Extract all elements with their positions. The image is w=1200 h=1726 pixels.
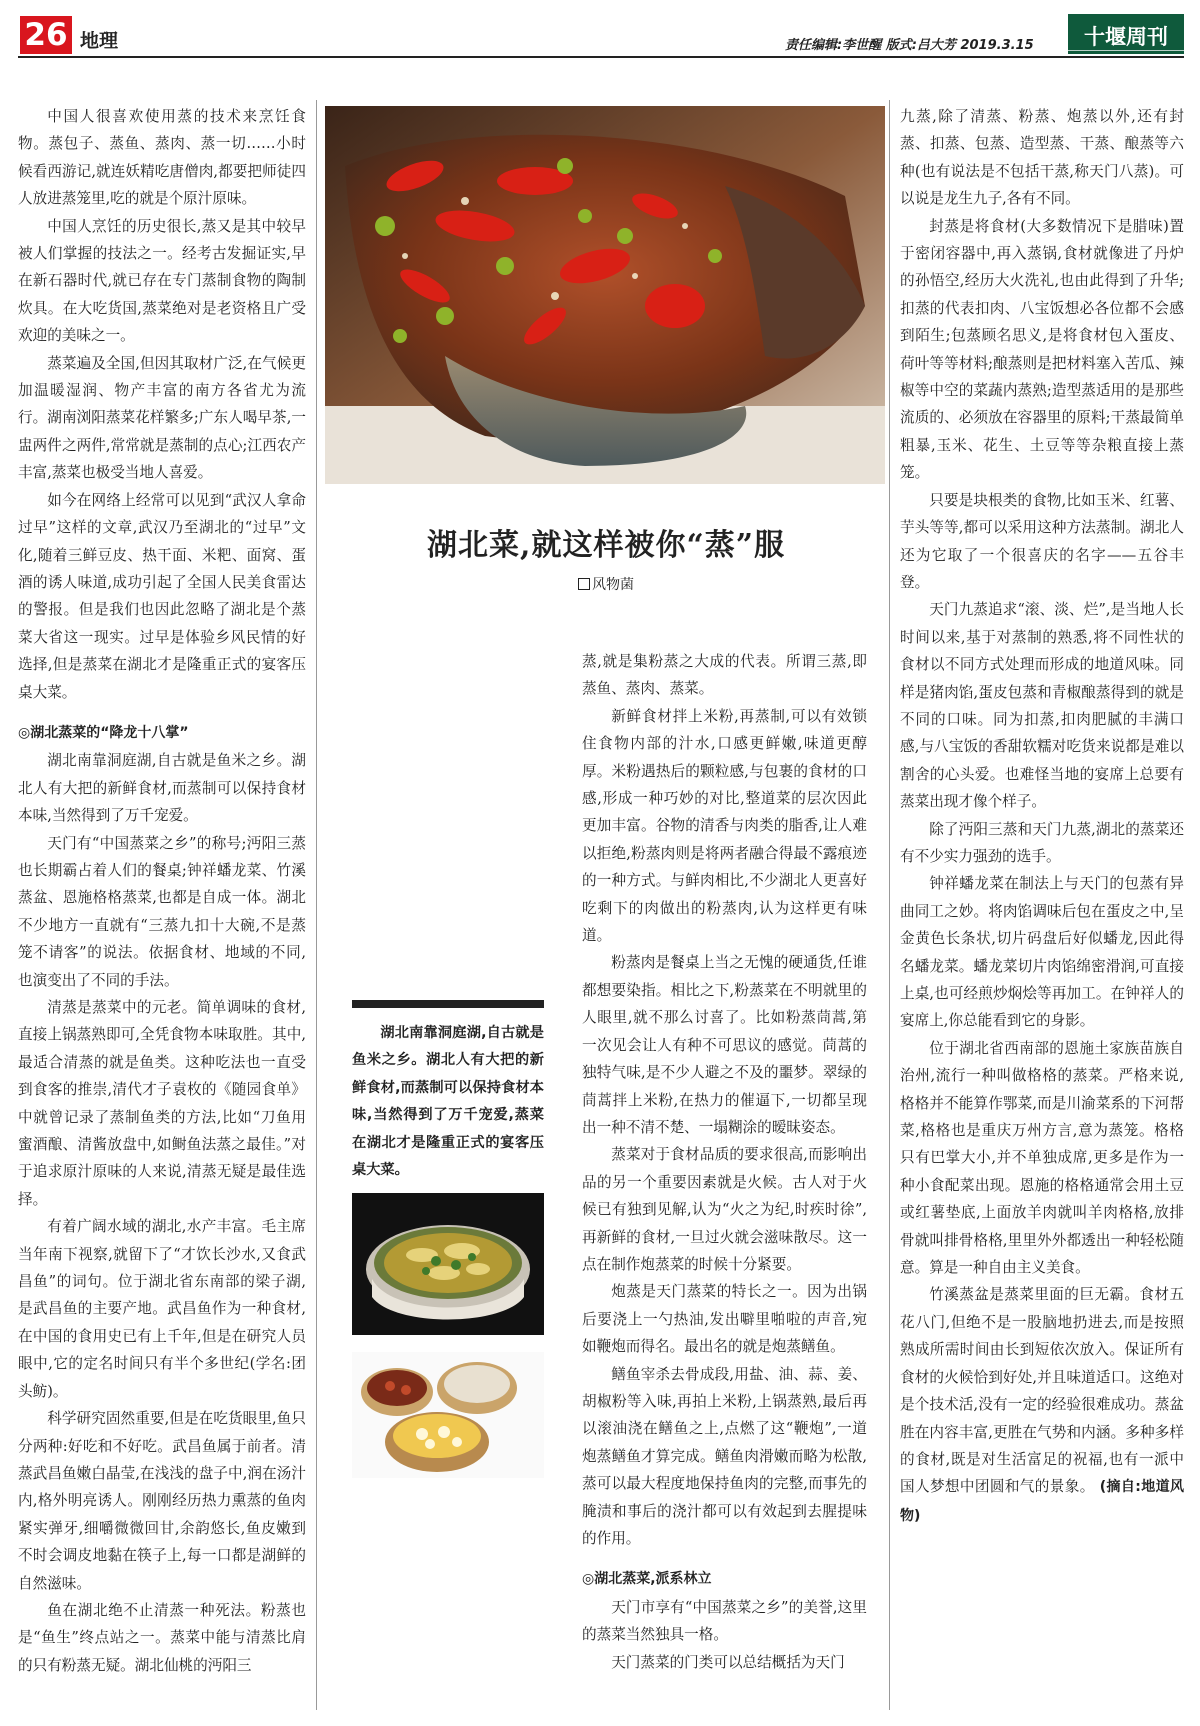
column-rule: [889, 100, 890, 1710]
paragraph: [900, 1281, 1184, 1530]
dim-sum-photo: [352, 1352, 544, 1478]
page-header: [18, 14, 1184, 58]
section-subhead: ◎湖北蒸菜,派系林立: [582, 1571, 712, 1588]
paragraph: 钟祥蟠龙菜在制法上与天门的包蒸有异曲同工之妙。将肉馅调味后包在蛋皮之中,呈金黄色长条状,切片码盘后好似蟠龙,因此得名蟠龙菜。蟠龙菜切片肉馅绵密滑润,可直接上桌,也可经煎炒焖烩等再加工。在钟祥人的宴席上,你总能看到它的身影。: [900, 875, 1184, 1030]
steamed-pot-photo: [352, 1193, 544, 1335]
paragraph: 蒸,就是集粉蒸之大成的代表。所谓三蒸,即蒸鱼、蒸肉、蒸菜。: [582, 653, 867, 698]
pull-quote: 湖北南靠洞庭湖,自古就是鱼米之乡。湖北人有大把的新鲜食材,而蒸制可以保持食材本味,当然得到了万千宠爱,蒸菜在湖北才是隆重正式的宴客压桌大菜。: [352, 1000, 544, 1184]
paragraph: 除了沔阳三蒸和天门九蒸,湖北的蒸菜还有不少实力强劲的选手。: [900, 820, 1184, 865]
paragraph: 天门市享有“中国蒸菜之乡”的美誉,这里的蒸菜当然独具一格。: [582, 1598, 867, 1644]
paragraph: 清蒸是蒸菜中的元老。简单调味的食材,直接上锅蒸熟即可,全凭食物本味取胜。其中,最适合清蒸的就是鱼类。这种吃法也一直受到食客的推崇,清代才子袁枚的《随园食单》中就曾记录了蒸制鱼类的方法,比如“刀鱼用蜜酒酿、清酱放盘中,如鲥鱼法蒸之最佳。”对于追求原汁原味的人来说,清蒸无疑是最佳选择。: [18, 999, 306, 1208]
paragraph: 天门九蒸追求“滚、淡、烂”,是当地人长时间以来,基于对蒸制的熟悉,将不同性状的食材以不同方式处理而形成的地道风味。同样是猪肉馅,蛋皮包蒸和青椒酿蒸得到的就是不同的口味。同为扣蒸,扣肉肥腻的丰满口感,与八宝饭的香甜软糯对吃货来说都是难以割舍的心头爱。也难怪当地的宴席上总要有蒸菜出现才像个样子。: [900, 601, 1184, 811]
paragraph: 封蒸是将食材(大多数情况下是腊味)置于密闭容器中,再入蒸锅,食材就像进了丹炉的孙悟空,经历大火洗礼,也由此得到了升华;扣蒸的代表扣肉、八宝饭想必各位都不会感到陌生;包蒸顾名思义,是将食材包入蛋皮、荷叶等等材料;酿蒸则是把材料塞入苦瓜、辣椒等中空的菜蔬内蒸熟;造型蒸适用的是那些流质的、必须放在容器里的原料;干蒸最简单粗暴,玉米、花生、土豆等等杂粮直接上蒸笼。: [900, 217, 1184, 482]
paragraph: 蒸菜遍及全国,但因其取材广泛,在气候更加温暖湿润、物产丰富的南方各省尤为流行。湖南浏阳蒸菜花样繁多;广东人喝早茶,一盅两件之两件,常常就是蒸制的点心;江西农产丰富,蒸菜也极受当地人喜爱。: [18, 354, 306, 482]
paragraph: 有着广阔水域的湖北,水产丰富。毛主席当年南下视察,就留下了“才饮长沙水,又食武昌鱼”的词句。位于湖北省东南部的梁子湖,是武昌鱼的主要产地。武昌鱼作为一种食材,在中国的食用史已有上千年,但是在研究人员眼中,它的定名时间只有半个多世纪(学名:团头鲂)。: [18, 1218, 306, 1400]
article-column-1: [18, 103, 306, 1679]
page-number: 26: [20, 16, 72, 54]
paragraph: 蒸菜对于食材品质的要求很高,而影响出品的另一个重要因素就是火候。古人对于火候已有独到见解,认为“火之为纪,时疾时徐”,再新鲜的食材,一旦过火就会滋味散尽。这一点在制作炮蒸菜的时候十分紧要。: [582, 1146, 867, 1273]
paragraph: 粉蒸肉是餐桌上当之无愧的硬通货,任谁都想要染指。相比之下,粉蒸菜在不明就里的人眼里,就不那么讨喜了。比如粉蒸茼蒿,第一次见会让人有种不可思议的感觉。茼蒿的独特气味,是不少人避之不及的噩梦。翠绿的茼蒿拌上米粉,在热力的催逼下,一切都呈现出一种不清不楚、一塌糊涂的暧昧姿态。: [582, 954, 867, 1136]
article-column-3: [582, 648, 867, 1676]
steamed-fish-photo: [325, 106, 885, 484]
paragraph: 科学研究固然重要,但是在吃货眼里,鱼只分两种:好吃和不好吃。武昌鱼属于前者。清蒸武昌鱼嫩白晶莹,在浅浅的盘子中,润在汤汁内,格外明亮诱人。刚刚经历热力熏蒸的鱼肉紧实弹牙,细嚼微微回甘,余韵悠长,鱼皮嫩到不时会调皮地黏在筷子上,每一口都是湖鲜的自然滋味。: [18, 1410, 306, 1592]
section-subhead: ◎湖北蒸菜的“降龙十八掌”: [18, 724, 189, 741]
paragraph: 鱼在湖北绝不止清蒸一种死法。粉蒸也是“鱼生”终点站之一。蒸菜中能与清蒸比肩的只有粉蒸无疑。湖北仙桃的沔阳三: [18, 1601, 306, 1674]
source-credit: (摘自:地道风物): [900, 1479, 1185, 1524]
author-name: 风物菌: [592, 577, 634, 593]
paragraph: 九蒸,除了清蒸、粉蒸、炮蒸以外,还有封蒸、扣蒸、包蒸、造型蒸、干蒸、酿蒸等六种(也有说法是不包括干蒸,称天门八蒸)。可以说是龙生九子,各有不同。: [900, 108, 1184, 208]
editor-credits: 责任编辑:李世醒 版式:吕大芳 2019.3.15: [785, 38, 1034, 53]
paragraph: 湖北南靠洞庭湖,自古就是鱼米之乡。湖北人有大把的新鲜食材,而蒸制可以保持食材本味,当然得到了万千宠爱。: [18, 752, 306, 825]
article-title: 湖北菜,就这样被你“蒸”服: [427, 528, 785, 563]
brand-logo: 十堰周刊: [1068, 14, 1184, 54]
paragraph: 如今在网络上经常可以见到“武汉人拿命过早”这样的文章,武汉乃至湖北的“过早”文化,随着三鲜豆皮、热干面、米粑、面窝、蛋酒的诱人味道,成功引起了全国人民美食雷达的警报。但是我们也因此忽略了湖北是个蒸菜大省这一现实。过早是体验乡风民情的好选择,但是蒸菜在湖北才是隆重正式的宴客压桌大菜。: [18, 491, 306, 701]
paragraph: 炮蒸是天门蒸菜的特长之一。因为出锅后要浇上一勺热油,发出噼里啪啦的声音,宛如鞭炮而得名。最出名的就是炮蒸鳝鱼。: [582, 1283, 867, 1356]
paragraph-text: 竹溪蒸盆是蒸菜里面的巨无霸。食材五花八门,但绝不是一股脑地扔进去,而是按照熟成所需时间由长到短依次放入。保证所有食材的火候恰到好处,并且味道适口。这绝对是个技术活,没有一定的经验很难成功。蒸盆胜在内容丰富,更胜在气势和内涵。多种多样的食材,既是对生活富足的祝福,也有一派中国人梦想中团圆和气的景象。: [900, 1286, 1184, 1496]
paragraph: 鳝鱼宰杀去骨成段,用盐、油、蒜、姜、胡椒粉等入味,再拍上米粉,上锅蒸熟,最后再以滚油浇在鳝鱼之上,点燃了这“鞭炮”,一道炮蒸鳝鱼才算完成。鳝鱼肉滑嫩而略为松散,蒸可以最大程度地保持鱼肉的完整,而事先的腌渍和事后的浇汁都可以有效起到去腥提味的作用。: [582, 1365, 867, 1547]
byline-box-icon: [578, 578, 590, 590]
paragraph: 天门有“中国蒸菜之乡”的称号;沔阳三蒸也长期霸占着人们的餐桌;钟祥蟠龙菜、竹溪蒸盆、恩施格格蒸菜,也都是自成一体。湖北不少地方一直就有“三蒸九扣十大碗,不是蒸笼不请客”的说法。依据食材、地域的不同,也演变出了不同的手法。: [18, 834, 306, 989]
paragraph: 中国人烹饪的历史很长,蒸又是其中较早被人们掌握的技法之一。经考古发掘证实,早在新石器时代,就已存在专门蒸制食物的陶制炊具。在大吃货国,蒸菜绝对是老资格且广受欢迎的美味之一。: [18, 217, 306, 345]
paragraph: 新鲜食材拌上米粉,再蒸制,可以有效锁住食物内部的汁水,口感更鲜嫩,味道更醇厚。米粉遇热后的颗粒感,与包裹的食材的口感,形成一种巧妙的对比,整道菜的层次因此更加丰富。谷物的清香与肉类的脂香,让人难以拒绝,粉蒸肉则是将两者融合得最不露痕迹的一种方式。与鲜肉相比,不少湖北人更喜好吃剩下的肉做出的粉蒸肉,认为这样更有味道。: [582, 707, 867, 945]
byline: [328, 574, 884, 594]
paragraph: 位于湖北省西南部的恩施土家族苗族自治州,流行一种叫做格格的蒸菜。严格来说,格格并不能算作鄂菜,而是川渝菜系的下河帮菜,格格也是重庆万州方言,意为蒸笼。格格只有巴掌大小,并不单独成席,更多是作为一种小食配菜出现。恩施的格格通常会用土豆或红薯垫底,上面放羊肉就叫羊肉格格,放排骨就叫排骨格格,里里外外都透出一种轻松随意。算是一种自由主义美食。: [900, 1039, 1184, 1277]
paragraph: 中国人很喜欢使用蒸的技术来烹饪食物。蒸包子、蒸鱼、蒸肉、蒸一切……小时候看西游记,就连妖精吃唐僧肉,都要把师徒四人放进蒸笼里,吃的就是个原汁原味。: [18, 108, 306, 208]
article-title-block: [328, 520, 884, 594]
paragraph: 天门蒸菜的门类可以总结概括为天门: [611, 1653, 845, 1671]
paragraph: 只要是块根类的食物,比如玉米、红薯、芋头等等,都可以采用这种方法蒸制。湖北人还为它取了一个很喜庆的名字——五谷丰登。: [900, 491, 1184, 591]
column-rule: [316, 100, 317, 1710]
section-name: 地理: [80, 30, 119, 52]
article-column-4: [900, 103, 1184, 1530]
